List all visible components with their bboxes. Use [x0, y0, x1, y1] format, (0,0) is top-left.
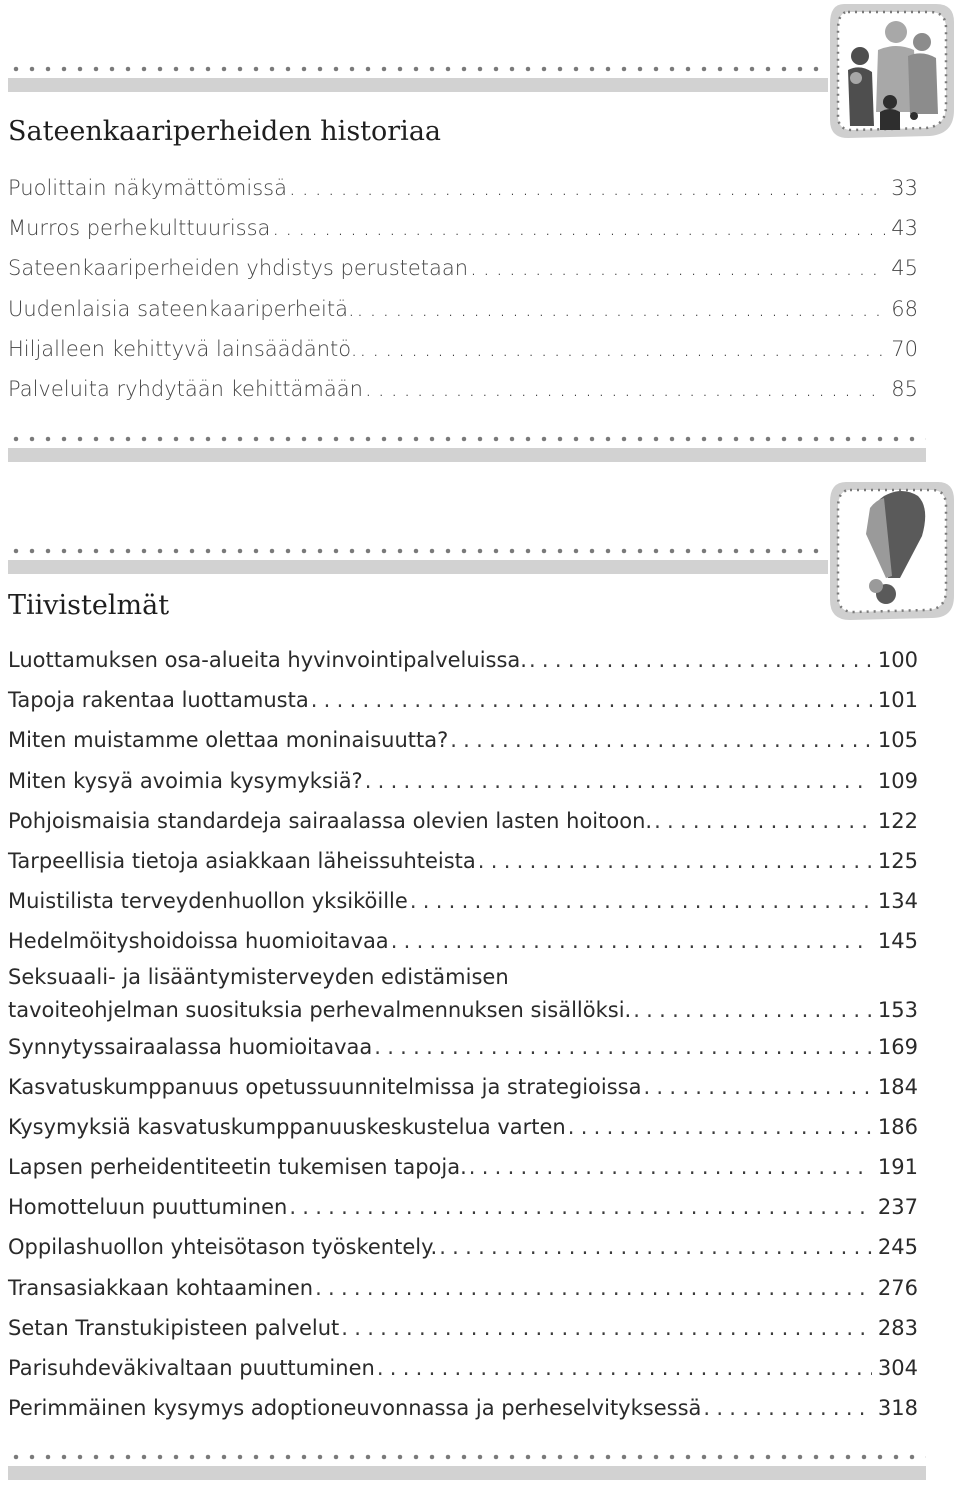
dotted-rule-top [8, 66, 828, 72]
toc-page-number: 68 [891, 296, 918, 321]
toc-entry[interactable] [8, 208, 918, 248]
toc-entry[interactable] [8, 640, 918, 680]
toc-entry-title: Kysymyksiä kasvatuskumppanuuskeskustelua varten [8, 1114, 566, 1139]
toc-entry-title: Lapsen perheidentiteetin tukemisen tapoja. [8, 1155, 467, 1180]
toc-page-number: 100 [877, 648, 918, 672]
toc-page-number: 85 [891, 376, 918, 401]
toc-page-number: 186 [877, 1114, 918, 1139]
toc-page-number: 109 [877, 768, 918, 793]
dot-leader [315, 1268, 872, 1308]
toc-page-number: 45 [891, 256, 918, 281]
toc-entry-title: Murros perhekulttuurissa [8, 216, 271, 241]
toc-page-number: 318 [877, 1396, 918, 1421]
gray-band-bottom [8, 1466, 926, 1480]
toc-page-number: 125 [877, 848, 918, 873]
toc-entry[interactable] [8, 1067, 918, 1107]
dot-leader [365, 761, 872, 801]
dot-leader [470, 248, 885, 288]
dot-leader [391, 921, 872, 961]
toc-entry[interactable] [8, 761, 918, 801]
dot-leader [272, 208, 885, 248]
dotted-rule [8, 548, 828, 554]
toc-page-number: 105 [877, 728, 918, 753]
toc-entry[interactable] [8, 1227, 918, 1267]
toc-entry-title: Luottamuksen osa-alueita hyvinvointipalveluissa. [8, 648, 527, 672]
toc-page-number: 101 [877, 688, 918, 713]
exclamation-icon [826, 478, 960, 624]
toc-entry-title: Uudenlaisia sateenkaariperheitä. [8, 296, 355, 321]
toc-entry[interactable] [8, 1268, 918, 1308]
gray-band [8, 560, 828, 574]
toc-entry[interactable] [8, 881, 918, 921]
toc-entry[interactable] [8, 921, 918, 961]
gray-band [8, 448, 926, 462]
section-title-historia: Sateenkaariperheiden historiaa [8, 116, 442, 147]
toc-entry-title: Perimmäinen kysymys adoptioneuvonnassa ja perheselvityksessä [8, 1396, 702, 1421]
dot-leader [478, 841, 872, 881]
toc-page-number: 245 [877, 1235, 918, 1260]
dot-leader [377, 1348, 872, 1388]
family-silhouette-icon [826, 2, 960, 142]
toc-entry[interactable] [8, 680, 918, 720]
dot-leader [289, 1187, 872, 1227]
toc-entry-title: Setan Transtukipisteen palvelut [8, 1315, 340, 1340]
dot-leader [633, 993, 872, 1027]
toc-page-number: 191 [877, 1155, 918, 1180]
toc-page-number: 153 [877, 997, 918, 1022]
dotted-rule-bottom [8, 1454, 926, 1460]
toc-entry-title: Synnytyssairaalassa huomioitavaa [8, 1034, 373, 1059]
dot-leader [703, 1388, 872, 1428]
section-title-tiivistelmat: Tiivistelmät [8, 590, 170, 621]
toc-entry[interactable] [8, 720, 918, 760]
toc-entry-title: Kasvatuskumppanuus opetussuunnitelmissa ja strategioissa [8, 1074, 642, 1099]
toc-page-number: 122 [877, 808, 918, 833]
toc-entry-title: Pohjoismaisia standardeja sairaalassa olevien lasten hoitoon. [8, 808, 653, 833]
toc-entry[interactable] [8, 329, 918, 369]
toc-entry[interactable] [8, 962, 918, 1027]
dot-leader [341, 1308, 872, 1348]
toc-page-number: 169 [877, 1034, 918, 1059]
dot-leader [469, 1147, 872, 1187]
toc-entry[interactable] [8, 168, 918, 208]
dot-leader [359, 329, 885, 369]
toc-entry-title-continued: tavoiteohjelman suosituksia perhevalmennuksen sisällöksi. [8, 997, 632, 1022]
toc-entry-title: Hiljalleen kehittyvä lainsäädäntö. [8, 336, 358, 361]
dot-leader [643, 1067, 871, 1107]
toc-page-number: 70 [891, 336, 918, 361]
toc-entry[interactable] [8, 841, 918, 881]
toc-entry[interactable] [8, 801, 918, 841]
dot-leader [365, 369, 885, 409]
toc-entry-title: Palveluita ryhdytään kehittämään [8, 376, 363, 401]
toc-entry-title: Miten kysyä avoimia kysymyksiä? [8, 768, 363, 793]
toc-entry[interactable] [8, 1388, 918, 1428]
toc-entry-title: Homotteluun puuttuminen [8, 1195, 288, 1220]
toc-entry-title: Transasiakkaan kohtaaminen [8, 1275, 314, 1300]
toc-page-number: 33 [891, 176, 918, 200]
toc-page-number: 237 [877, 1195, 918, 1220]
toc-entry[interactable] [8, 1027, 918, 1067]
dot-leader [357, 289, 886, 329]
toc-entry-title: Tarpeellisia tietoja asiakkaan läheissuhteista [8, 848, 476, 873]
toc-page-number: 184 [877, 1074, 918, 1099]
toc-entry[interactable] [8, 1147, 918, 1187]
toc-entry[interactable] [8, 1187, 918, 1227]
toc-page-number: 283 [877, 1315, 918, 1340]
dotted-rule [8, 436, 926, 442]
toc-entry[interactable] [8, 369, 918, 409]
toc-entry-title: Miten muistamme olettaa moninaisuutta? [8, 728, 449, 753]
toc-entry[interactable] [8, 1107, 918, 1147]
dot-leader [654, 801, 872, 841]
toc-entry-line2 [8, 993, 918, 1027]
dot-leader [529, 640, 872, 680]
toc-page-number: 304 [877, 1356, 918, 1380]
toc-entry[interactable] [8, 1348, 918, 1388]
dot-leader [410, 881, 872, 921]
toc-entry-title: Parisuhdeväkivaltaan puuttuminen [8, 1356, 375, 1380]
dot-leader [311, 680, 872, 720]
toc-page-number: 276 [877, 1275, 918, 1300]
dot-leader [374, 1027, 872, 1067]
toc-entry-title: Puolittain näkymättömissä [8, 176, 287, 200]
toc-list-tiivistelmat [8, 640, 918, 1428]
dot-leader [289, 168, 885, 208]
toc-entry[interactable] [8, 289, 918, 329]
toc-entry-title: Sateenkaariperheiden yhdistys perustetaan [8, 256, 469, 281]
toc-page-number: 43 [891, 216, 918, 241]
toc-entry-title: Muistilista terveydenhuollon yksiköille [8, 889, 408, 914]
dot-leader [568, 1107, 872, 1147]
toc-entry[interactable] [8, 248, 918, 288]
gray-band-top [8, 78, 828, 92]
toc-entry-title: Hedelmöityshoidoissa huomioitavaa [8, 929, 389, 954]
toc-entry-title: Seksuaali- ja lisääntymisterveyden edistämisen [8, 964, 509, 989]
toc-page-number: 134 [877, 889, 918, 914]
toc-list-historia [8, 168, 918, 409]
dot-leader [439, 1227, 872, 1267]
toc-entry-title: Oppilashuollon yhteisötason työskentely. [8, 1235, 438, 1260]
toc-page-number: 145 [877, 929, 918, 954]
toc-entry-title: Tapoja rakentaa luottamusta [8, 688, 309, 713]
dot-leader [450, 720, 872, 760]
toc-entry[interactable] [8, 1308, 918, 1348]
